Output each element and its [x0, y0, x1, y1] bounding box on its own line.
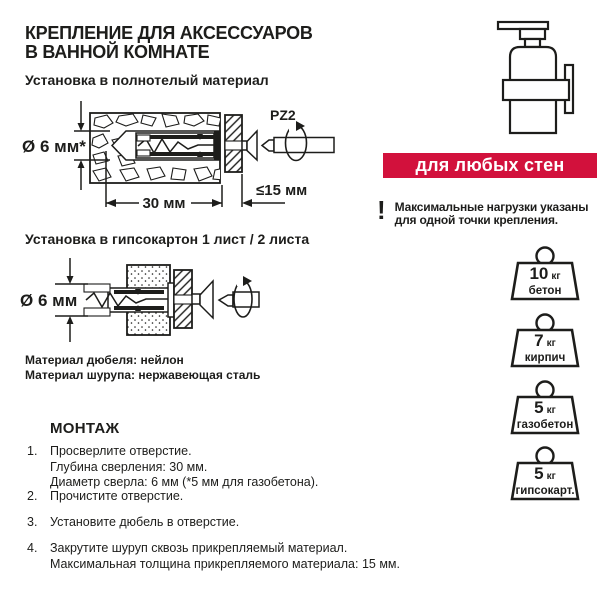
weight-material: бетон	[528, 285, 562, 297]
soap-dispenser-icon	[478, 10, 590, 150]
weight-material: газобетон	[516, 419, 574, 431]
montage-heading: МОНТАЖ	[50, 420, 120, 437]
montage-step-4	[25, 541, 425, 572]
weight-unit: кг	[551, 271, 561, 282]
weight-unit: кг	[546, 338, 556, 349]
step-number: 2.	[27, 489, 38, 503]
drywall-attached-material	[174, 270, 192, 328]
step-line: Максимальная толщина прикрепляемого материала: 15 мм.	[50, 556, 400, 571]
page-title-line2: В ВАННОЙ КОМНАТЕ	[25, 42, 210, 62]
weight-material: гипсокарт.	[515, 485, 575, 497]
note-line1: Максимальные нагрузки указаны	[394, 200, 589, 214]
solid-material-diagram	[0, 93, 360, 220]
step-number: 3.	[27, 515, 38, 529]
screw	[242, 131, 257, 160]
step-line: Глубина сверления: 30 мм.	[50, 459, 208, 474]
attached-material	[225, 115, 242, 172]
weight-badge-brick	[499, 313, 591, 373]
solid-section-heading: Установка в полнотелый материал	[25, 72, 269, 88]
note-line2: для одной точки крепления.	[394, 212, 558, 227]
step-number: 4.	[27, 541, 38, 555]
weight-value: 7	[534, 331, 544, 350]
weight-badge-aerated-concrete	[499, 380, 591, 440]
montage-step-2	[25, 489, 425, 505]
weight-material: кирпич	[524, 352, 566, 364]
weight-value: 10	[529, 264, 549, 283]
drywall-diameter-label: Ø 6 мм	[20, 291, 78, 310]
weight-badge-concrete	[499, 246, 591, 306]
step-number: 1.	[27, 444, 38, 458]
weight-value: 5	[534, 398, 544, 417]
weight-badge-drywall	[499, 446, 591, 506]
weight-value: 5	[534, 464, 544, 483]
banner-any-walls: для любых стен	[383, 153, 597, 178]
drywall-diameter-dimension	[20, 258, 88, 342]
montage-step-1	[25, 444, 425, 491]
drywall-dowel	[84, 283, 174, 317]
step-line: Прочистите отверстие.	[50, 489, 184, 503]
step-line: Диаметр сверла: 6 мм (*5 мм для газобетона).	[50, 475, 319, 489]
thickness-label: ≤15 мм	[256, 182, 308, 199]
diameter-label: Ø 6 мм*	[22, 137, 86, 156]
thickness-dimension	[242, 174, 307, 207]
screwdriver-bit	[262, 138, 334, 153]
drywall-section-heading: Установка в гипсокартон 1 лист / 2 листа	[25, 231, 310, 247]
screw-material-line: Материал шурупа: нержавеющая сталь	[25, 368, 261, 382]
weight-unit: кг	[546, 405, 556, 416]
materials-info	[25, 353, 260, 383]
exclamation-icon: !	[377, 195, 386, 225]
step-line: Просверлите отверстие.	[50, 444, 192, 458]
step-line: Закрутите шуруп сквозь прикрепляемый материал.	[50, 541, 348, 555]
drywall-screwdriver-bit	[219, 292, 259, 307]
montage-step-3	[25, 515, 425, 531]
page-title-line1: КРЕПЛЕНИЕ ДЛЯ АКСЕССУАРОВ	[25, 23, 313, 43]
bit-label: PZ2	[270, 107, 296, 123]
page-title	[25, 24, 313, 62]
step-line: Установите дюбель в отверстие.	[50, 515, 240, 529]
dowel-material-line: Материал дюбеля: нейлон	[25, 353, 184, 367]
dowel	[136, 131, 220, 160]
drywall-screw	[192, 281, 213, 318]
drywall-diagram	[0, 248, 300, 358]
max-load-note	[377, 195, 589, 227]
weight-unit: кг	[546, 471, 556, 482]
depth-label: 30 мм	[142, 195, 186, 212]
